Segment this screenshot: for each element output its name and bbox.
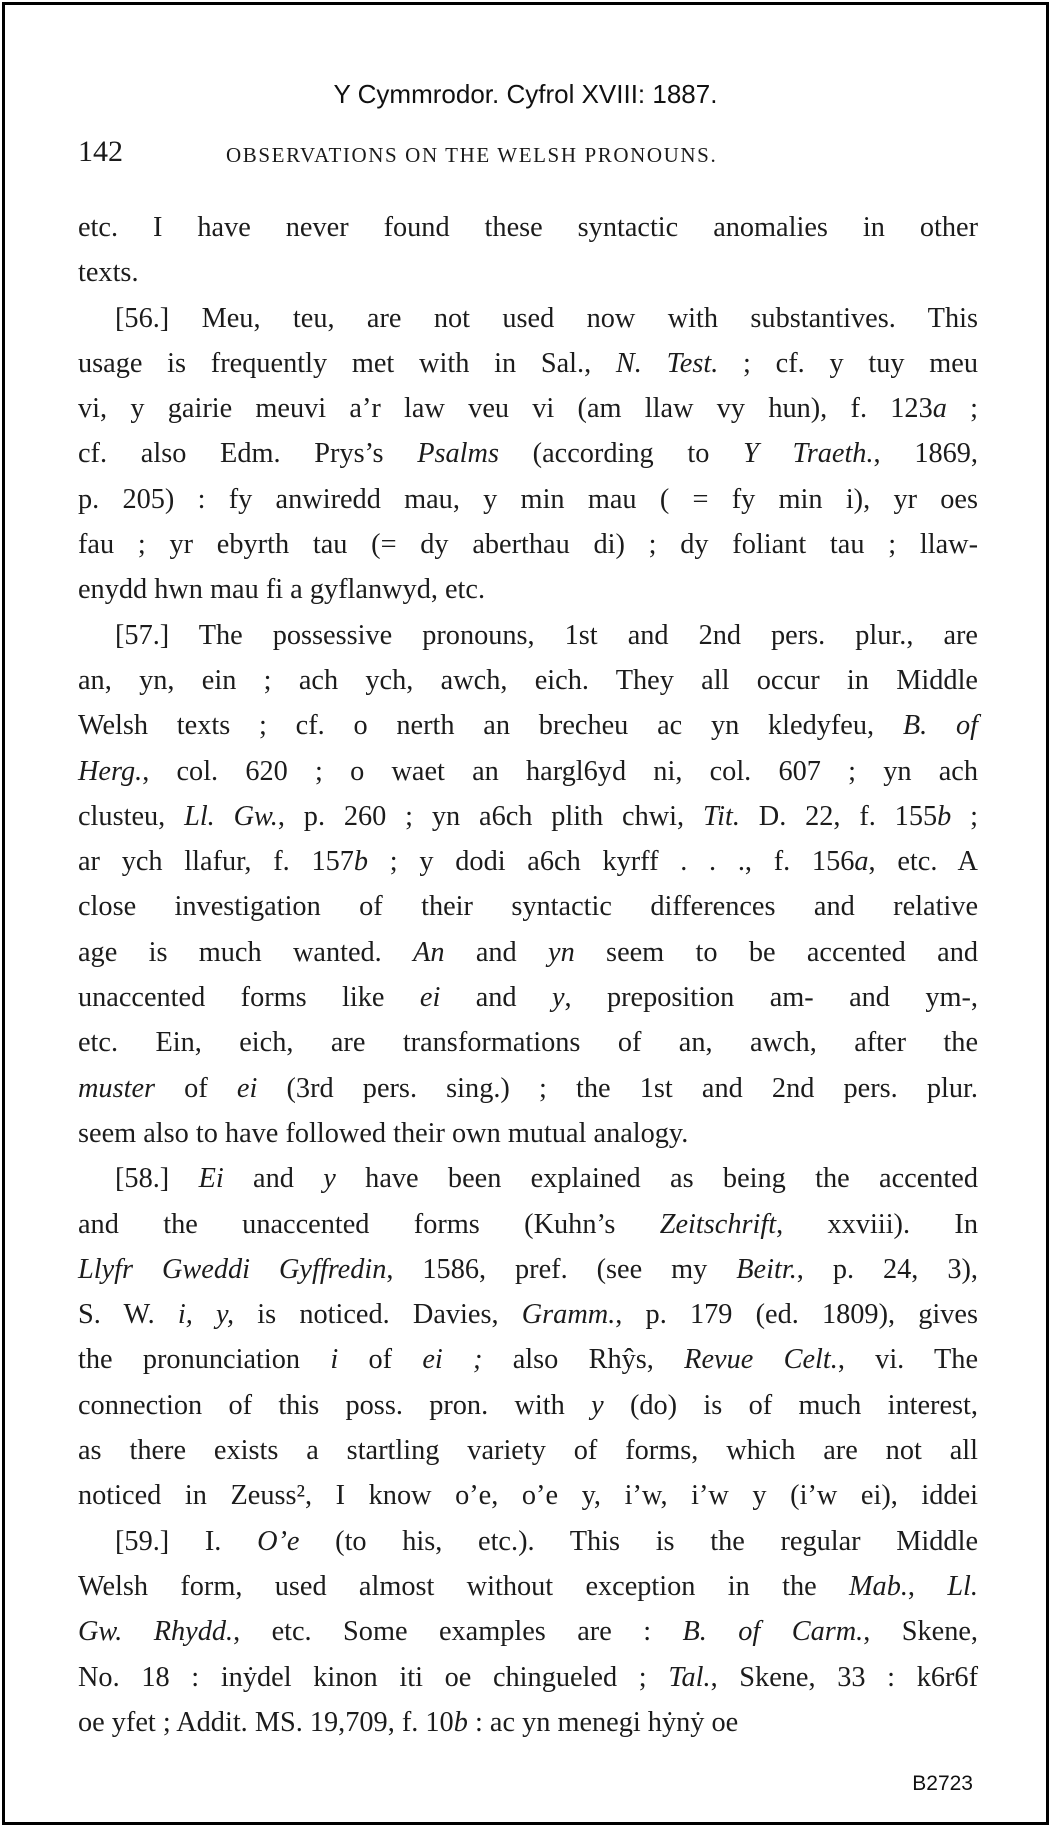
text-line [78,522,978,567]
text-run: (3rd pers. sing.) ; the 1st and 2nd pers. plur. [257,1072,978,1104]
text-line [78,1156,978,1201]
italic-run: a [854,846,869,878]
text-run: seem also to have followed their own mutual analogy. [78,1117,689,1149]
text-run: (do) is of much interest, [603,1389,978,1421]
text-line [78,1247,978,1292]
text-line [78,567,978,612]
text-run: , 1586, pref. (see my [386,1253,737,1285]
italic-run: yn [548,936,575,968]
archive-code: B2723 [912,1772,973,1795]
italic-run: i [330,1344,339,1376]
text-line [78,749,978,794]
italic-run: B. of Carm. [682,1616,864,1648]
text-run: , p. 24, 3), [796,1253,978,1285]
italic-run: Gramm. [521,1299,616,1331]
text-run: , col. 620 ; o waet an hargl6yd ni, col. 607 ; yn ach [142,755,978,787]
italic-run: Tal. [668,1661,711,1693]
text-line [78,431,978,476]
italic-run: Zeitschrift [659,1208,777,1240]
italic-run: b [453,1706,468,1738]
text-run: seem to be accented and [574,936,978,968]
text-run: the pronunciation [78,1344,331,1376]
source-banner: Y Cymmrodor. Cyfrol XVIII: 1887. [333,79,718,109]
text-run: Welsh texts ; cf. o nerth an brecheu ac yn kledyfeu, [78,710,903,742]
text-run: noticed in Zeuss², I know o’e, o’e y, i’w, i’w y (i’w ei), iddei [78,1480,978,1512]
text-line [78,1428,978,1473]
text-run: oe yfet ; Addit. MS. 19,709, f. 10 [78,1706,454,1738]
text-line [78,1564,978,1609]
text-run: age is much wanted. [78,936,414,968]
text-run: of [338,1344,423,1376]
italic-run: O’e [257,1525,300,1557]
text-run: Welsh form, used almost without exception in the [78,1570,849,1602]
text-run: ; y dodi a6ch kyrff . . ., f. 156 [368,846,855,878]
text-line [78,930,978,975]
italic-run: Ll. [947,1570,978,1602]
text-run: as there exists a startling variety of forms, which are not all [78,1435,978,1467]
text-run: and the unaccented forms (Kuhn’s [78,1208,660,1240]
text-run: , Skene, [863,1616,978,1648]
text-run: fau ; yr ebyrth tau (= dy aberthau di) ; dy foliant tau ; llaw- [78,529,978,561]
text-run: , etc. Some examples are : [233,1616,683,1648]
text-line [78,1655,978,1700]
text-run: and [440,982,552,1014]
italic-run: Psalms [417,438,499,470]
italic-run: Tit. [702,800,740,832]
text-line [78,1609,978,1654]
text-run: also Rhŷs, [482,1344,685,1376]
text-run: [56.] Meu, teu, are not used now with substantives. This [115,302,978,334]
text-run: No. 18 : inẏdel kinon iti oe chingueled ; [78,1661,669,1693]
italic-run: Beitr. [736,1253,797,1285]
page-frame [2,2,1049,1825]
text-run: , preposition am- and ym-, [564,982,978,1014]
text-line [78,884,978,929]
text-run: [57.] The possessive pronouns, 1st and 2nd pers. plur., are [115,619,978,651]
text-line [78,477,978,522]
text-run: [58.] [115,1163,199,1195]
text-run: and [223,1163,324,1195]
italic-run: a [932,393,947,425]
text-line [78,839,978,884]
text-run: , Skene, 33 : k6r6f [710,1661,978,1693]
text-line [78,1383,978,1428]
italic-run: ei [419,982,441,1014]
text-run: enydd hwn mau fi a gyflanwyd, etc. [78,574,486,606]
text-line [78,250,978,295]
text-line [78,205,978,250]
text-line [78,975,978,1020]
italic-run: Llyfr Gweddi Gyffredin [78,1253,387,1285]
text-run: (according to [498,438,744,470]
text-run: , 1869, [873,438,978,470]
text-line [78,1700,978,1745]
italic-run: Gw. Rhydd. [78,1616,234,1648]
italic-run: y [323,1163,336,1195]
text-line [78,658,978,703]
italic-run: Y Traeth. [743,438,874,470]
italic-run: Revue Celt. [684,1344,838,1376]
italic-run: b [353,846,369,878]
italic-run: N. Test. [615,347,719,379]
italic-run: Ei [198,1163,224,1195]
text-run: vi, y gairie meuvi a’r law veu vi (am llaw vy hun), f. 123 [78,393,933,425]
body-text [78,205,978,1745]
text-run: , etc. A [868,846,978,878]
text-line [78,341,978,386]
text-run: etc. I have never found these syntactic anomalies in other [78,212,978,243]
text-run: S. W. [78,1299,178,1331]
text-run: clusteu, [78,800,185,832]
running-head-title: OBSERVATIONS ON THE WELSH PRONOUNS. [226,143,718,167]
text-line [78,296,978,341]
text-run: , [907,1570,948,1602]
text-run: texts. [78,257,139,289]
text-line [78,794,978,839]
text-line [78,1202,978,1247]
text-run: D. 22, f. 155 [739,800,938,832]
text-run: , p. 260 ; yn a6ch plith chwi, [277,800,703,832]
text-run: [59.] I. [115,1525,258,1557]
text-line [78,1292,978,1337]
text-run: an, yn, ein ; ach ych, awch, eich. They all occur in Middle [78,664,978,696]
text-run: have been explained as being the accented [335,1163,978,1195]
text-run: ar ych llafur, f. 157 [78,846,354,878]
text-run: , vi. The [837,1344,979,1376]
text-line [78,386,978,431]
text-line [78,613,978,658]
italic-run: An [413,936,445,968]
text-line [78,1519,978,1564]
text-run: cf. also Edm. Prys’s [78,438,418,470]
italic-run: muster [78,1072,156,1104]
italic-run: ei [236,1072,258,1104]
text-line [78,1020,978,1065]
text-run: close investigation of their syntactic differences and relative [78,891,978,923]
text-line [78,1337,978,1382]
text-run: usage is frequently met with in Sal., [78,347,616,379]
text-run: , p. 179 (ed. 1809), gives [615,1299,979,1331]
text-line [78,1066,978,1111]
italic-run: Herg. [78,755,143,787]
text-run: etc. Ein, eich, are transformations of an, awch, after the [78,1027,978,1059]
italic-run: y [591,1389,604,1421]
italic-run: ei ; [422,1344,483,1376]
text-run: connection of this poss. pron. with [78,1389,592,1421]
text-run: ; [946,393,978,425]
text-run: ; [951,800,979,832]
text-run: (to his, etc.). This is the regular Middle [299,1525,979,1557]
text-run: and [444,936,549,968]
italic-run: b [937,800,952,832]
italic-run: Ll. Gw. [184,800,278,832]
italic-run: B. of [902,710,978,742]
italic-run: i, y, [177,1299,235,1331]
page-number: 142 [78,135,123,168]
text-run: of [155,1072,237,1104]
italic-run: Mab. [848,1570,908,1602]
text-line [78,703,978,748]
text-run: : ac yn menegi hẏnẏ oe [467,1706,739,1738]
text-line [78,1473,978,1518]
text-run: , xxviii). In [776,1208,978,1240]
italic-run: y [551,982,565,1014]
text-run: is noticed. Davies, [234,1299,522,1331]
text-run: unaccented forms like [78,982,420,1014]
text-line [78,1111,978,1156]
text-run: p. 205) : fy anwiredd mau, y min mau ( = fy min i), yr oes [78,483,978,515]
text-run: ; cf. y tuy meu [718,347,978,379]
